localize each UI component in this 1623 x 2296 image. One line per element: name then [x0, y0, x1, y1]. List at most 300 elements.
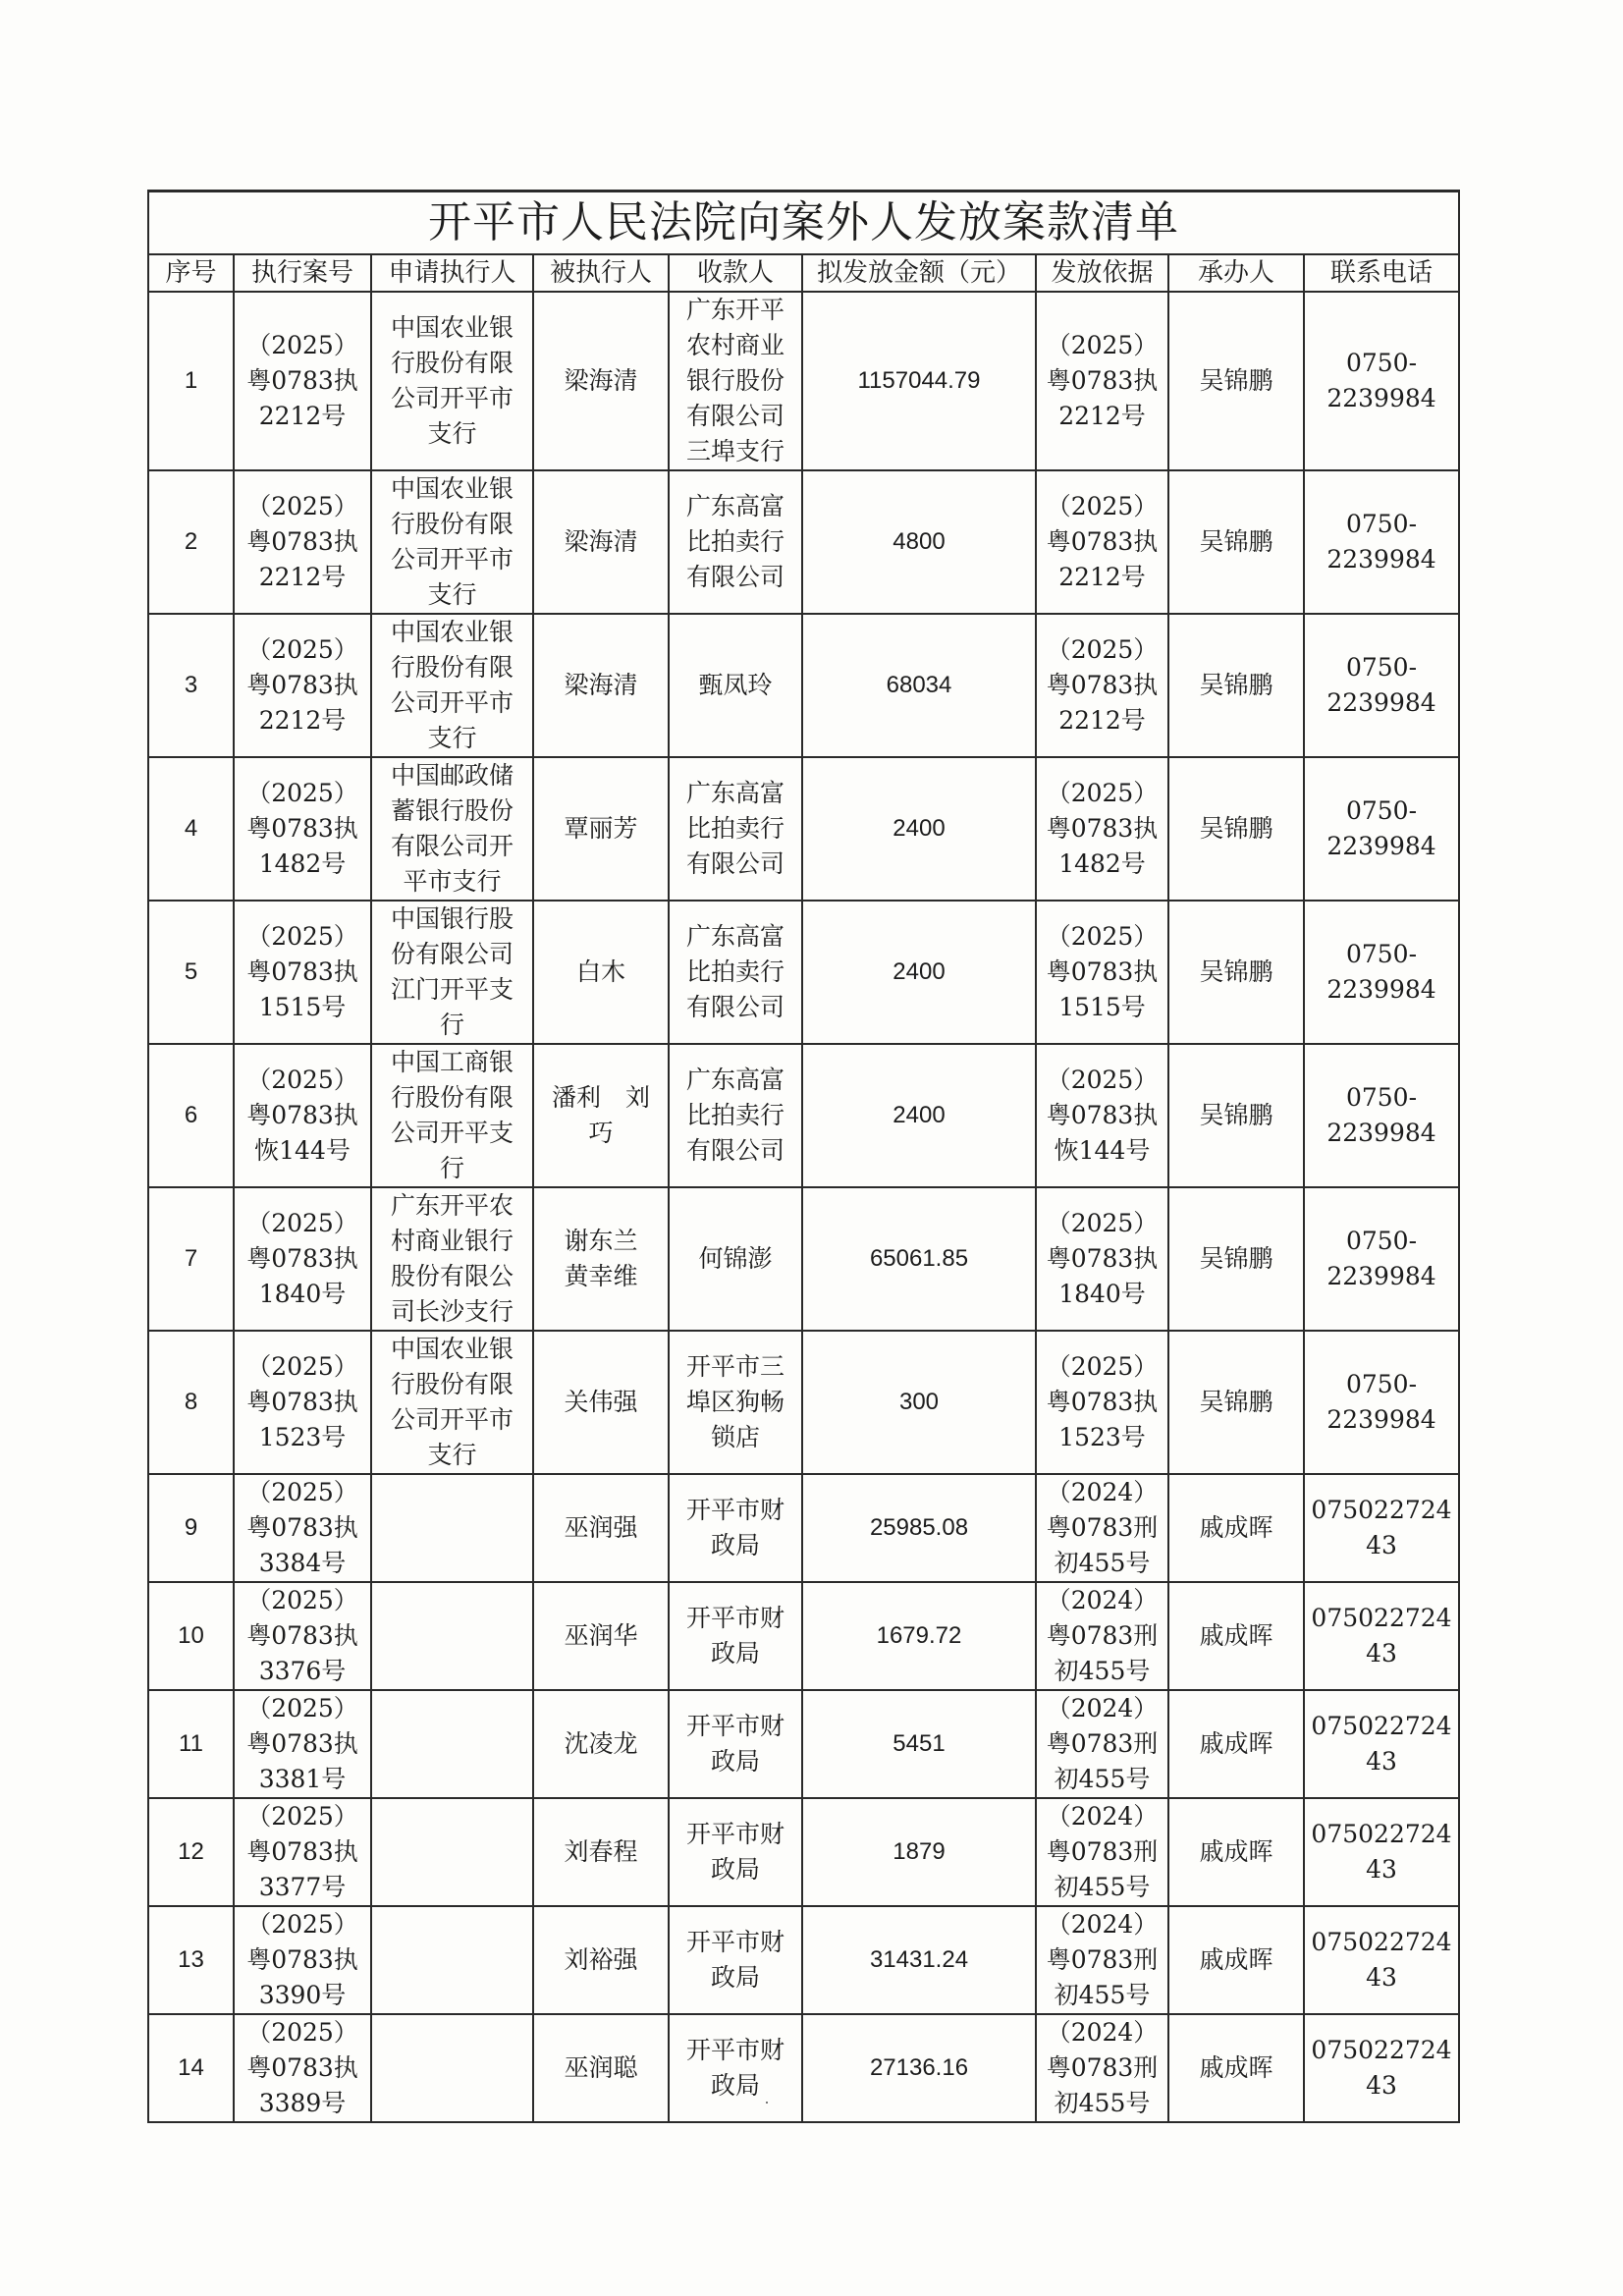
cell-basis-line: （2024） — [1046, 1694, 1159, 1722]
table-row — [148, 1474, 1459, 1582]
cell-phone-line: 0750- — [1345, 940, 1418, 968]
cell-phone-line: 2239984 — [1326, 1119, 1436, 1147]
cell-basis-line: （2025） — [1046, 331, 1159, 359]
cell-applicant-line: 行 — [439, 1154, 464, 1182]
cell-payee-line: 埠区狗畅 — [685, 1388, 784, 1416]
cell-phone — [1304, 1906, 1459, 2014]
cell-phone-line: 43 — [1366, 1747, 1397, 1776]
cell-payee-line: 开平市财 — [685, 2036, 784, 2064]
cell-payee — [669, 292, 802, 470]
cell-payee-line: 农村商业 — [685, 331, 784, 359]
cell-phone-line: 2239984 — [1326, 1405, 1436, 1434]
cell-respondent — [533, 1474, 669, 1582]
cell-applicant-line: 行股份有限 — [390, 510, 514, 538]
cell-payee-line: 比拍卖行 — [685, 814, 784, 843]
cell-phone-line: 2239984 — [1326, 688, 1436, 717]
cell-payee — [669, 1798, 802, 1906]
cell-seq: 13 — [148, 1906, 234, 2014]
cell-basis-line: （2024） — [1046, 1478, 1159, 1506]
cell-phone-line: 2239984 — [1326, 384, 1436, 412]
cell-payee-line: 比拍卖行 — [685, 957, 784, 986]
cell-respondent-line: 巧 — [588, 1119, 614, 1147]
cell-respondent-line: 刘春程 — [564, 1837, 638, 1866]
cell-applicant — [371, 1798, 533, 1906]
cell-case-number-line: 3376号 — [258, 1657, 347, 1685]
cell-applicant-line: 中国工商银 — [390, 1048, 514, 1076]
cell-applicant — [371, 1906, 533, 2014]
cell-payee-line: 有限公司 — [685, 849, 784, 878]
cell-applicant-line: 中国邮政储 — [390, 761, 514, 790]
cell-case-number — [234, 1582, 371, 1690]
cell-payee — [669, 1906, 802, 2014]
cell-payee — [669, 757, 802, 901]
cell-applicant-line: 司长沙支行 — [390, 1297, 514, 1326]
cell-payee-line: 有限公司 — [685, 993, 784, 1021]
cell-amount: 65061.85 — [802, 1187, 1036, 1331]
cell-basis-line: 初455号 — [1054, 2089, 1151, 2117]
cell-basis-line: （2024） — [1046, 2018, 1159, 2047]
cell-case-number-line: （2025） — [246, 1694, 358, 1722]
cell-payee-line: 开平市财 — [685, 1604, 784, 1632]
cell-payee — [669, 1187, 802, 1331]
cell-applicant — [371, 1582, 533, 1690]
cell-case-number-line: 粤0783执 — [246, 1837, 358, 1866]
cell-case-number-line: 粤0783执 — [246, 527, 358, 556]
table-row — [148, 901, 1459, 1044]
table-row — [148, 1044, 1459, 1187]
cell-amount: 2400 — [802, 1044, 1036, 1187]
cell-payee-line: 广东开平 — [685, 296, 784, 324]
cell-applicant-line: 行 — [439, 1011, 464, 1039]
cell-payee-line: 有限公司 — [685, 1136, 784, 1165]
cell-phone — [1304, 1582, 1459, 1690]
cell-basis-line: 粤0783执 — [1046, 814, 1159, 843]
cell-respondent — [533, 1582, 669, 1690]
cell-phone-line: 0750- — [1345, 1083, 1418, 1112]
cell-case-number-line: （2025） — [246, 331, 358, 359]
cell-seq: 5 — [148, 901, 234, 1044]
cell-phone-line: 43 — [1366, 1855, 1397, 1884]
cell-applicant-line: 股份有限公 — [390, 1262, 514, 1290]
cell-case-number — [234, 901, 371, 1044]
cell-case-number-line: （2025） — [246, 922, 358, 951]
cell-phone-line: 43 — [1366, 1963, 1397, 1992]
page-title: 开平市人民法院向案外人发放案款清单 — [148, 191, 1459, 255]
cell-case-number-line: （2025） — [246, 1910, 358, 1939]
cell-case-number — [234, 1187, 371, 1331]
cell-basis — [1036, 1474, 1168, 1582]
cell-payee-line: 政局 — [710, 1855, 760, 1884]
cell-basis-line: 粤0783刑 — [1046, 2053, 1159, 2082]
cell-case-number — [234, 1044, 371, 1187]
cell-amount: 5451 — [802, 1690, 1036, 1798]
cell-case-number-line: 粤0783执 — [246, 1945, 358, 1974]
cell-respondent — [533, 1690, 669, 1798]
header-amount: 拟发放金额（元） — [802, 254, 1036, 292]
cell-applicant-line: 中国农业银 — [390, 313, 514, 342]
cell-seq: 1 — [148, 292, 234, 470]
cell-phone-line: 0750- — [1345, 653, 1418, 682]
cell-basis-line: （2025） — [1046, 492, 1159, 520]
cell-case-number-line: 粤0783执 — [246, 1729, 358, 1758]
cell-amount: 68034 — [802, 614, 1036, 757]
cell-applicant-line: 支行 — [427, 724, 477, 752]
cell-seq: 11 — [148, 1690, 234, 1798]
cell-respondent-line: 梁海清 — [564, 671, 638, 699]
cell-payee — [669, 1474, 802, 1582]
cell-applicant-line: 江门开平支 — [390, 975, 514, 1004]
cell-phone-line: 075022724 — [1311, 1604, 1452, 1632]
cell-payee-line: 广东高富 — [685, 922, 784, 951]
cell-phone — [1304, 1331, 1459, 1474]
table-row — [148, 1582, 1459, 1690]
cell-phone-line: 0750- — [1345, 1370, 1418, 1398]
cell-case-number — [234, 470, 371, 614]
cell-phone — [1304, 614, 1459, 757]
cell-case-number-line: （2025） — [246, 1802, 358, 1831]
cell-basis-line: 初455号 — [1054, 1549, 1151, 1577]
cell-applicant-line: 支行 — [427, 1441, 477, 1469]
cell-basis — [1036, 470, 1168, 614]
cell-case-number — [234, 292, 371, 470]
cell-basis — [1036, 1582, 1168, 1690]
cell-payee — [669, 901, 802, 1044]
cell-case-number-line: 粤0783执 — [246, 1621, 358, 1650]
cell-respondent-line: 梁海清 — [564, 527, 638, 556]
cell-basis-line: 粤0783刑 — [1046, 1729, 1159, 1758]
cell-seq: 4 — [148, 757, 234, 901]
cell-amount: 1879 — [802, 1798, 1036, 1906]
cell-basis-line: 粤0783执 — [1046, 1101, 1159, 1129]
cell-case-number-line: 粤0783执 — [246, 1244, 358, 1273]
payment-table — [147, 190, 1460, 2123]
cell-basis-line: 恢144号 — [1054, 1136, 1151, 1165]
cell-case-number-line: （2025） — [246, 492, 358, 520]
cell-case-number-line: （2025） — [246, 1478, 358, 1506]
cell-seq: 12 — [148, 1798, 234, 1906]
cell-applicant — [371, 1474, 533, 1582]
cell-respondent-line: 巫润聪 — [564, 2053, 638, 2082]
cell-basis-line: 粤0783执 — [1046, 527, 1159, 556]
cell-case-number-line: 粤0783执 — [246, 1513, 358, 1542]
cell-basis — [1036, 292, 1168, 470]
table-row — [148, 1331, 1459, 1474]
cell-applicant — [371, 2014, 533, 2122]
cell-case-number-line: （2025） — [246, 1352, 358, 1381]
cell-case-number-line: 3390号 — [258, 1981, 347, 2009]
cell-basis — [1036, 1187, 1168, 1331]
cell-case-number-line: 3384号 — [258, 1549, 347, 1577]
cell-applicant-line: 蓄银行股份 — [390, 796, 514, 825]
cell-basis — [1036, 1906, 1168, 2014]
cell-payee-line: 何锦澎 — [698, 1244, 773, 1273]
cell-applicant-line: 平市支行 — [403, 867, 502, 896]
cell-applicant-line: 有限公司开 — [390, 832, 514, 860]
cell-applicant — [371, 901, 533, 1044]
cell-case-number-line: 粤0783执 — [246, 814, 358, 843]
cell-amount: 2400 — [802, 901, 1036, 1044]
cell-phone — [1304, 901, 1459, 1044]
table-row — [148, 292, 1459, 470]
cell-handler: 戚成晖 — [1168, 1582, 1304, 1690]
cell-phone-line: 075022724 — [1311, 1496, 1452, 1524]
cell-phone — [1304, 1044, 1459, 1187]
cell-seq: 3 — [148, 614, 234, 757]
cell-payee-line: 政局 — [710, 1639, 760, 1667]
cell-phone-line: 43 — [1366, 1531, 1397, 1559]
cell-basis-line: 1515号 — [1058, 993, 1146, 1021]
cell-applicant-line: 行股份有限 — [390, 653, 514, 682]
cell-applicant-line: 中国农业银 — [390, 618, 514, 646]
cell-payee — [669, 614, 802, 757]
header-payee: 收款人 — [669, 254, 802, 292]
cell-respondent — [533, 470, 669, 614]
cell-basis-line: （2025） — [1046, 779, 1159, 807]
cell-applicant — [371, 1187, 533, 1331]
cell-applicant-line: 广东开平农 — [390, 1191, 514, 1220]
table-body — [148, 292, 1459, 2122]
header-basis: 发放依据 — [1036, 254, 1168, 292]
cell-basis-line: （2025） — [1046, 1066, 1159, 1094]
table-row — [148, 614, 1459, 757]
table-row — [148, 1906, 1459, 2014]
cell-payee-line: 比拍卖行 — [685, 1101, 784, 1129]
cell-amount: 1679.72 — [802, 1582, 1036, 1690]
cell-case-number-line: （2025） — [246, 1066, 358, 1094]
cell-phone — [1304, 1798, 1459, 1906]
cell-basis-line: （2024） — [1046, 1586, 1159, 1614]
cell-payee — [669, 1582, 802, 1690]
header-handler: 承办人 — [1168, 254, 1304, 292]
cell-seq: 14 — [148, 2014, 234, 2122]
cell-payee-line: 甄凤玲 — [698, 671, 773, 699]
header-respondent: 被执行人 — [533, 254, 669, 292]
cell-basis-line: 粤0783刑 — [1046, 1621, 1159, 1650]
table-row — [148, 757, 1459, 901]
cell-payee — [669, 1044, 802, 1187]
cell-payee — [669, 1331, 802, 1474]
cell-applicant — [371, 1690, 533, 1798]
cell-respondent-line: 谢东兰 — [564, 1227, 638, 1255]
scan-speck — [766, 2102, 768, 2104]
cell-handler: 吴锦鹏 — [1168, 901, 1304, 1044]
cell-handler: 戚成晖 — [1168, 1906, 1304, 2014]
cell-basis-line: 初455号 — [1054, 1873, 1151, 1901]
cell-amount: 4800 — [802, 470, 1036, 614]
cell-respondent — [533, 1044, 669, 1187]
cell-payee-line: 比拍卖行 — [685, 527, 784, 556]
table-row — [148, 1690, 1459, 1798]
cell-amount: 2400 — [802, 757, 1036, 901]
cell-phone-line: 43 — [1366, 2071, 1397, 2100]
cell-payee-line: 开平市三 — [685, 1352, 784, 1381]
cell-amount: 300 — [802, 1331, 1036, 1474]
cell-seq: 7 — [148, 1187, 234, 1331]
cell-amount: 1157044.79 — [802, 292, 1036, 470]
cell-basis — [1036, 1044, 1168, 1187]
cell-basis-line: 粤0783刑 — [1046, 1513, 1159, 1542]
cell-seq: 6 — [148, 1044, 234, 1187]
cell-case-number-line: （2025） — [246, 779, 358, 807]
cell-phone — [1304, 757, 1459, 901]
cell-handler: 吴锦鹏 — [1168, 1044, 1304, 1187]
cell-applicant-line: 公司开平支 — [390, 1119, 514, 1147]
cell-basis-line: （2025） — [1046, 635, 1159, 664]
cell-basis-line: （2025） — [1046, 1209, 1159, 1237]
cell-case-number-line: （2025） — [246, 1586, 358, 1614]
case-payment-list — [147, 190, 1458, 2123]
cell-payee-line: 政局 — [710, 1747, 760, 1776]
cell-case-number-line: 3381号 — [258, 1765, 347, 1793]
cell-phone — [1304, 1474, 1459, 1582]
cell-phone — [1304, 470, 1459, 614]
cell-payee-line: 广东高富 — [685, 1066, 784, 1094]
table-row — [148, 470, 1459, 614]
cell-payee-line: 有限公司 — [685, 563, 784, 591]
cell-case-number-line: 2212号 — [258, 402, 347, 430]
cell-seq: 2 — [148, 470, 234, 614]
header-row — [148, 254, 1459, 292]
cell-case-number — [234, 2014, 371, 2122]
cell-respondent — [533, 901, 669, 1044]
cell-payee-line: 有限公司 — [685, 402, 784, 430]
cell-payee-line: 开平市财 — [685, 1712, 784, 1740]
cell-handler: 吴锦鹏 — [1168, 614, 1304, 757]
cell-case-number-line: （2025） — [246, 2018, 358, 2047]
cell-case-number-line: （2025） — [246, 635, 358, 664]
cell-case-number — [234, 1690, 371, 1798]
cell-case-number-line: 1840号 — [258, 1280, 347, 1308]
cell-basis-line: 初455号 — [1054, 1981, 1151, 2009]
cell-case-number-line: 粤0783执 — [246, 2053, 358, 2082]
cell-case-number-line: 3377号 — [258, 1873, 347, 1901]
cell-respondent-line: 潘利 刘 — [551, 1083, 650, 1112]
cell-phone-line: 0750- — [1345, 1227, 1418, 1255]
cell-applicant-line: 份有限公司 — [390, 940, 514, 968]
cell-basis-line: 粤0783执 — [1046, 671, 1159, 699]
cell-basis-line: 粤0783刑 — [1046, 1945, 1159, 1974]
cell-handler: 戚成晖 — [1168, 1474, 1304, 1582]
cell-case-number-line: 2212号 — [258, 563, 347, 591]
cell-basis-line: 1523号 — [1058, 1423, 1146, 1451]
cell-case-number-line: （2025） — [246, 1209, 358, 1237]
cell-applicant-line: 行股份有限 — [390, 1370, 514, 1398]
cell-handler: 戚成晖 — [1168, 2014, 1304, 2122]
cell-applicant — [371, 757, 533, 901]
cell-payee-line: 开平市财 — [685, 1928, 784, 1956]
cell-basis-line: 1840号 — [1058, 1280, 1146, 1308]
cell-case-number-line: 粤0783执 — [246, 1101, 358, 1129]
cell-respondent-line: 白木 — [575, 957, 625, 986]
cell-applicant — [371, 1331, 533, 1474]
cell-case-number-line: 粤0783执 — [246, 957, 358, 986]
cell-applicant-line: 中国农业银 — [390, 1335, 514, 1363]
cell-phone-line: 0750- — [1345, 510, 1418, 538]
cell-case-number-line: 3389号 — [258, 2089, 347, 2117]
cell-basis-line: 1482号 — [1058, 849, 1146, 878]
table-row — [148, 1187, 1459, 1331]
table-row — [148, 1798, 1459, 1906]
cell-phone-line: 075022724 — [1311, 1928, 1452, 1956]
cell-handler: 吴锦鹏 — [1168, 292, 1304, 470]
cell-respondent-line: 沈凌龙 — [564, 1729, 638, 1758]
cell-payee-line: 银行股份 — [685, 366, 784, 395]
cell-phone-line: 075022724 — [1311, 1712, 1452, 1740]
cell-respondent — [533, 292, 669, 470]
cell-case-number — [234, 757, 371, 901]
header-seq: 序号 — [148, 254, 234, 292]
cell-applicant-line: 中国农业银 — [390, 474, 514, 503]
cell-case-number-line: 1523号 — [258, 1423, 347, 1451]
cell-case-number-line: 粤0783执 — [246, 1388, 358, 1416]
cell-applicant-line: 村商业银行 — [390, 1227, 514, 1255]
cell-respondent — [533, 2014, 669, 2122]
cell-phone — [1304, 1690, 1459, 1798]
header-case-number: 执行案号 — [234, 254, 371, 292]
cell-basis — [1036, 614, 1168, 757]
cell-respondent — [533, 614, 669, 757]
cell-case-number-line: 粤0783执 — [246, 366, 358, 395]
cell-respondent-line: 覃丽芳 — [564, 814, 638, 843]
header-applicant: 申请执行人 — [371, 254, 533, 292]
cell-basis-line: 粤0783刑 — [1046, 1837, 1159, 1866]
cell-payee-line: 开平市财 — [685, 1496, 784, 1524]
cell-basis — [1036, 901, 1168, 1044]
cell-applicant-line: 公司开平市 — [390, 688, 514, 717]
cell-phone-line: 43 — [1366, 1639, 1397, 1667]
cell-payee-line: 三埠支行 — [685, 437, 784, 465]
cell-basis-line: 粤0783执 — [1046, 957, 1159, 986]
cell-respondent — [533, 1798, 669, 1906]
cell-payee-line: 政局 — [710, 2071, 760, 2100]
cell-payee-line: 政局 — [710, 1531, 760, 1559]
cell-case-number — [234, 1331, 371, 1474]
cell-handler: 吴锦鹏 — [1168, 1187, 1304, 1331]
cell-handler: 戚成晖 — [1168, 1690, 1304, 1798]
cell-handler: 吴锦鹏 — [1168, 470, 1304, 614]
cell-basis-line: 2212号 — [1058, 706, 1146, 735]
cell-amount: 25985.08 — [802, 1474, 1036, 1582]
cell-phone-line: 2239984 — [1326, 1262, 1436, 1290]
cell-basis — [1036, 1690, 1168, 1798]
cell-applicant — [371, 292, 533, 470]
cell-basis — [1036, 1798, 1168, 1906]
cell-basis-line: 粤0783执 — [1046, 1244, 1159, 1273]
cell-phone-line: 0750- — [1345, 349, 1418, 377]
cell-respondent — [533, 757, 669, 901]
cell-applicant-line: 公司开平市 — [390, 384, 514, 412]
cell-applicant-line: 公司开平市 — [390, 1405, 514, 1434]
cell-basis-line: （2024） — [1046, 1910, 1159, 1939]
cell-payee — [669, 1690, 802, 1798]
cell-handler: 吴锦鹏 — [1168, 757, 1304, 901]
cell-payee-line: 开平市财 — [685, 1820, 784, 1848]
cell-respondent-line: 黄幸维 — [564, 1262, 638, 1290]
cell-handler: 吴锦鹏 — [1168, 1331, 1304, 1474]
cell-phone-line: 0750- — [1345, 796, 1418, 825]
cell-respondent-line: 巫润华 — [564, 1621, 638, 1650]
cell-basis — [1036, 757, 1168, 901]
cell-phone-line: 075022724 — [1311, 2036, 1452, 2064]
cell-phone — [1304, 292, 1459, 470]
cell-respondent-line: 梁海清 — [564, 366, 638, 395]
cell-applicant-line: 行股份有限 — [390, 1083, 514, 1112]
cell-applicant — [371, 614, 533, 757]
cell-case-number-line: 恢144号 — [254, 1136, 351, 1165]
cell-basis-line: 粤0783执 — [1046, 366, 1159, 395]
cell-phone — [1304, 1187, 1459, 1331]
cell-payee-line: 锁店 — [710, 1423, 760, 1451]
